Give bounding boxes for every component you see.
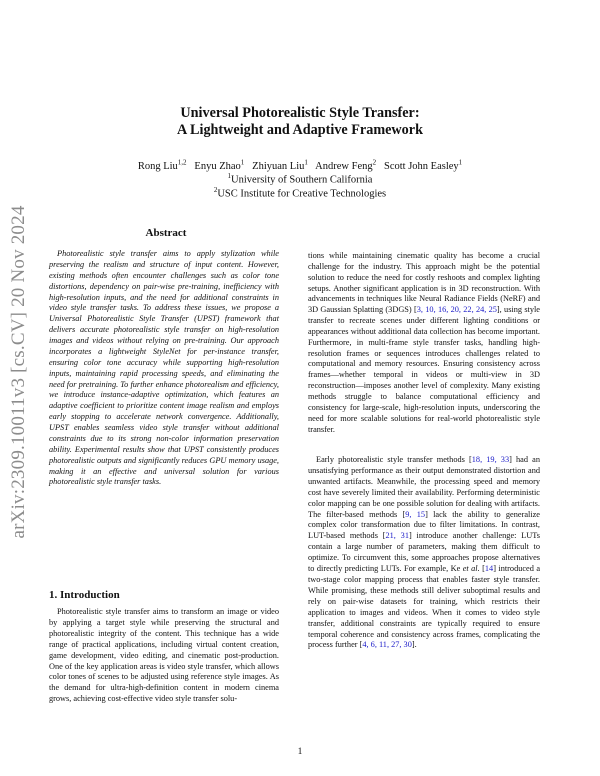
right-column-paragraph: tions while maintaining cinematic quality has become a crucial challenge for the industry. This approach might be the potential solution to reduce the need for costly reshoots and complex lighting setups. Another significant application is in 3D reconstruction. With advancements in techniques like Neural Radiance Fields (NeRF) and 3D Gaussian Splatting (3DGS) [3, 10, 16, 20, 22, 24, 25], using style transfer to recreate scenes under different lighting conditions or appearances without additional data collection has become important. Furthermore, in multi-frame style transfer tasks, handling high-resolution frames or sequences introduces challenges related to computational and memory resources. Ensuring consistency across frames—whether temporal in videos or multi-view in 3D reconstruction—imposes another level of complexity. Many existing methods struggle to balance computational efficiency and consistency for large-scale, high-resolution inputs, underscoring the need for more scalable solutions for real-world photorealistic style transfer. (308, 251, 540, 434)
section-heading-introduction: 1. Introduction (49, 589, 120, 601)
author: Enyu Zhao$^1$ (194, 158, 245, 172)
title-line-2: A Lightweight and Adaptive Framework (177, 122, 423, 138)
citation-link[interactable]: 18, 19, 33 (471, 455, 510, 464)
affiliation: $^2$USC Institute for Creative Technologies (213, 186, 387, 200)
citation-link[interactable]: 21, 31 (385, 531, 409, 541)
citation-link[interactable]: 4, 6, 11, 27, 30 (362, 640, 412, 650)
title-line-1: Universal Photorealistic Style Transfer: (180, 105, 420, 121)
arxiv-identifier-stamp (4, 186, 34, 558)
paper-title (60, 105, 540, 139)
page-number: 1 (297, 747, 303, 757)
citation-link[interactable]: 3, 10, 16, 20, 22, 24, 25 (416, 305, 497, 315)
abstract-text: Photorealistic style transfer aims to apply stylization while preserving the realism and structure of input content. However, existing methods often encounter challenges such as color tone distortions, dependency on pair-wise pre-training, inefficiency with high-resolution inputs, and the need for additional constraints in video style transfer tasks. To address these issues, we propose a Universal Photorealistic Style Transfer (UPST) framework that delivers accurate photorealistic style transfer on high-resolution images and videos without relying on pre-training. Our approach incorporates a lightweight StyleNet for per-instance transfer, ensuring color tone accuracy while supporting high-resolution inputs, maintaining rapid processing speeds, and eliminating the need for pretraining. To further enhance photorealism and efficiency, we introduce instance-adaptive optimization, which features an adaptive coefficient to prioritize content image realism and employs early stopping to accelerate network convergence. Additionally, UPST enables seamless video style transfer without additional constraints due to its strong non-color information preservation ability. Experimental results show that UPST consistently produces photorealistic outputs and significantly reduces GPU memory usage, making it an effective and universal solution for various photorealistic style transfer tasks. (49, 249, 279, 487)
author: Zhiyuan Liu$^1$ (252, 158, 308, 172)
citation-link[interactable]: 14 (484, 564, 494, 574)
citation-link[interactable]: 9, 15 (405, 509, 426, 519)
right-column-paragraph: Early photorealistic style transfer methods [18, 19, 33] had an unsatisfying performance as their output demonstrated distortion and unwanted artifacts. Meanwhile, the processing speed and memory cost have severely limited their availability. Performing deterministic color mapping can be one possible solution for dealing with artifacts. The filter-based methods [9, 15] lack the ability to generalize complex color transformation due to filter limitations. In contrast, LUT-based methods [21, 31] introduce another challenge: LUTs contain a large number of parameters, making them difficult to optimize. To circumvent this, some approaches propose alternatives to directly predicting LUTs. For example, Ke et al. [14] introduced a two-stage color mapping process that enables faster style transfer. While promising, these methods still deliver suboptimal results and rely on pair-wise datasets for training, which restricts their application to images and videos. When it comes to video style transfer, additional constraints are typically required to ensure temporal coherence and consistency across frames, complicating the process further [4, 6, 11, 27, 30]. (308, 455, 541, 650)
arxiv-id: arXiv:2309.10011v3 [cs.CV] 20 Nov 2024 (8, 205, 29, 539)
intro-paragraph: Photorealistic style transfer aims to transform an image or video by applying a target style while preserving the structural and photorealistic integrity of the content. This technique has a wide range of practical applications, including virtual content creation, game development, video editing, and cinematic post-production. One of the key application areas is video style transfer, which allows color tones of scenes to be adjusted using reference style images. As the demand for ultra-high-definition content in modern cinema grows, achieving cost-effective video style transfer solu- (49, 607, 279, 704)
affiliation: $^1$University of Southern California (227, 172, 373, 186)
author: Scott John Easley$^1$ (384, 158, 463, 172)
author: Andrew Feng$^2$ (315, 158, 377, 172)
author: Rong Liu$^{1,2}$ (137, 158, 187, 172)
abstract-heading: Abstract (145, 227, 187, 239)
